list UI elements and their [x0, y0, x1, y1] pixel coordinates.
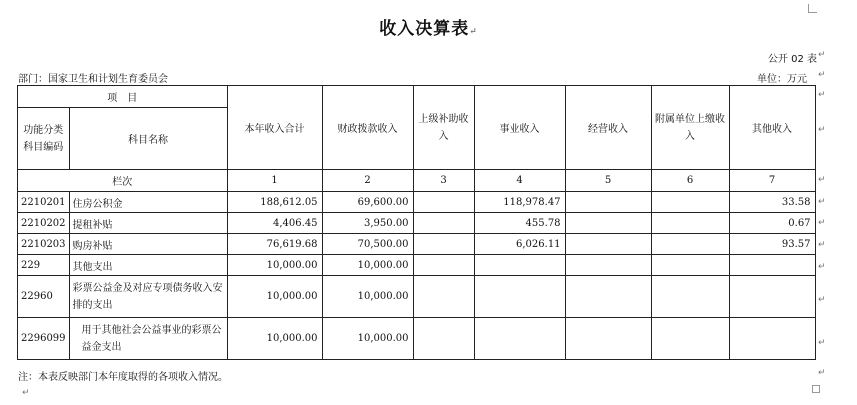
row-operating: [565, 213, 651, 234]
paragraph-mark-icon: ↵: [22, 388, 30, 398]
row-end-mark-icon: ↵: [818, 262, 826, 272]
table-resize-handle-icon[interactable]: [812, 385, 820, 393]
row-code: 229: [18, 255, 70, 276]
row-code: 2210203: [18, 234, 70, 255]
table-row: [18, 276, 816, 318]
paragraph-mark-icon: ↵: [818, 50, 826, 60]
form-number: 公开 02 表: [767, 54, 817, 65]
row-operating: [565, 234, 651, 255]
row-operating: [565, 255, 651, 276]
row-name: 用于其他社会公益事业的彩票公益金支出: [69, 318, 227, 360]
row-business: 455.78: [474, 213, 565, 234]
row-affiliated: [651, 318, 729, 360]
row-end-mark-icon: ↵: [818, 175, 826, 185]
header-superior: 上级补助收入: [413, 86, 474, 170]
row-code: 22960: [18, 276, 70, 318]
row-business: 6,026.11: [474, 234, 565, 255]
col-number: 5: [565, 170, 651, 192]
row-other: 0.67: [729, 213, 815, 234]
row-name: 购房补贴: [69, 234, 227, 255]
row-end-mark-icon: ↵: [818, 218, 826, 228]
row-superior: [413, 192, 474, 213]
row-end-mark-icon: ↵: [818, 90, 826, 100]
row-fiscal: 3,950.00: [322, 213, 413, 234]
row-other: [729, 255, 815, 276]
row-label: 栏次: [18, 170, 228, 192]
header-other: 其他收入: [729, 86, 815, 170]
col-number: 1: [227, 170, 322, 192]
row-total: 188,612.05: [227, 192, 322, 213]
row-end-mark-icon: ↵: [818, 197, 826, 207]
row-business: [474, 276, 565, 318]
row-affiliated: [651, 234, 729, 255]
row-total: 76,619.68: [227, 234, 322, 255]
table-note: 注：本表反映部门本年度取得的各项收入情况。: [18, 372, 228, 383]
row-affiliated: [651, 213, 729, 234]
header-code: 功能分类科目编码: [18, 108, 70, 170]
col-number: 6: [651, 170, 729, 192]
table-row: [18, 234, 816, 255]
row-other: [729, 318, 815, 360]
header-fiscal: 财政拨款收入: [322, 86, 413, 170]
row-name: 住房公积金: [69, 192, 227, 213]
row-fiscal: 69,600.00: [322, 192, 413, 213]
income-final-accounts-table: [17, 85, 816, 360]
table-row: [18, 318, 816, 360]
row-fiscal: 10,000.00: [322, 318, 413, 360]
row-fiscal: 70,500.00: [322, 234, 413, 255]
row-end-mark-icon: ↵: [818, 125, 826, 135]
row-fiscal: 10,000.00: [322, 255, 413, 276]
row-total: 10,000.00: [227, 255, 322, 276]
row-affiliated: [651, 192, 729, 213]
page-corner-mark: [808, 4, 817, 13]
paragraph-mark-icon: ↵: [818, 368, 826, 378]
col-number: 3: [413, 170, 474, 192]
paragraph-mark-icon: ↵: [818, 70, 826, 80]
row-total: 4,406.45: [227, 213, 322, 234]
col-number: 4: [474, 170, 565, 192]
row-end-mark-icon: ↵: [818, 338, 826, 348]
table-row: [18, 213, 816, 234]
header-item: 项 目: [18, 86, 228, 108]
row-other: 93.57: [729, 234, 815, 255]
row-code: 2296099: [18, 318, 70, 360]
department-label: 部门：国家卫生和计划生育委员会: [18, 74, 168, 85]
header-name: 科目名称: [69, 108, 227, 170]
document-title: 收入决算表↵: [379, 19, 478, 39]
row-end-mark-icon: ↵: [818, 240, 826, 250]
row-affiliated: [651, 255, 729, 276]
row-operating: [565, 318, 651, 360]
row-total: 10,000.00: [227, 276, 322, 318]
row-superior: [413, 213, 474, 234]
row-other: [729, 276, 815, 318]
header-affiliated: 附属单位上缴收入: [651, 86, 729, 170]
row-business: [474, 318, 565, 360]
row-superior: [413, 234, 474, 255]
row-operating: [565, 192, 651, 213]
row-superior: [413, 276, 474, 318]
row-name: 提租补贴: [69, 213, 227, 234]
row-total: 10,000.00: [227, 318, 322, 360]
header-operating: 经营收入: [565, 86, 651, 170]
row-code: 2210202: [18, 213, 70, 234]
row-business: 118,978.47: [474, 192, 565, 213]
col-number: 7: [729, 170, 815, 192]
row-superior: [413, 255, 474, 276]
row-name: 其他支出: [69, 255, 227, 276]
row-code: 2210201: [18, 192, 70, 213]
row-affiliated: [651, 276, 729, 318]
table-row: [18, 192, 816, 213]
header-total: 本年收入合计: [227, 86, 322, 170]
row-fiscal: 10,000.00: [322, 276, 413, 318]
row-operating: [565, 276, 651, 318]
col-number: 2: [322, 170, 413, 192]
header-business: 事业收入: [474, 86, 565, 170]
row-other: 33.58: [729, 192, 815, 213]
unit-label: 单位：万元: [757, 74, 807, 85]
row-superior: [413, 318, 474, 360]
row-business: [474, 255, 565, 276]
row-name: 彩票公益金及对应专项债务收入安排的支出: [69, 276, 227, 318]
row-end-mark-icon: ↵: [818, 295, 826, 305]
table-row: [18, 255, 816, 276]
